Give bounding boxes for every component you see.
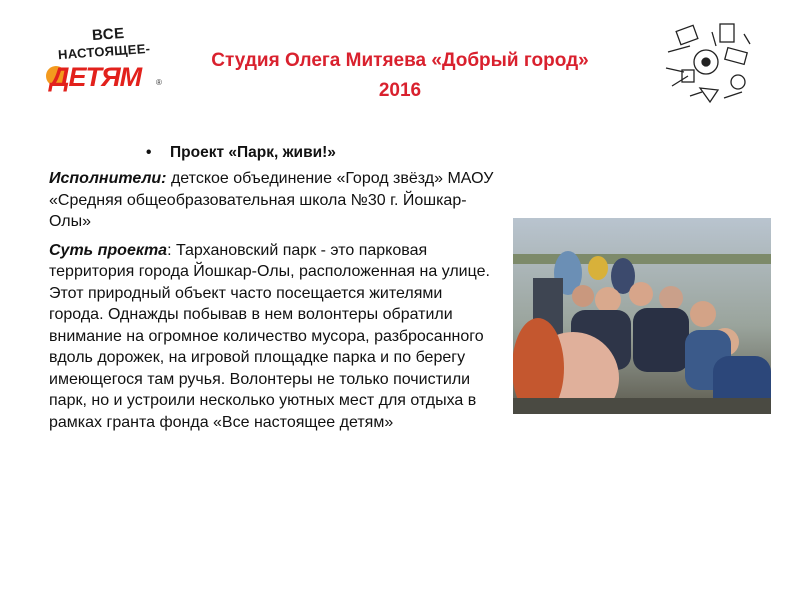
project-title: Проект «Парк, живи!» — [170, 144, 336, 161]
essence-paragraph — [49, 240, 494, 434]
school-supplies-doodle-icon — [660, 18, 756, 106]
performers-text: детское объединение «Город звёзд» МАОУ «Средняя общеобразовательная школа №30 г. Йошкар-Олы» — [49, 170, 494, 230]
logo-line-1: ВСЕ — [91, 24, 126, 45]
logo-line-3: ДЕТЯМ — [50, 62, 142, 92]
bullet-mark: • — [146, 144, 152, 161]
page-title — [160, 46, 640, 106]
essence-text: : Тархановский парк - это парковая территория города Йошкар-Олы, расположенная на улице. Этот природный объект часто посещается жителями города. Однажды побывав в нем волонтеры обратили внимание на огромное количество мусора, разбросанного вдоль дорожек, на игровой площадке парка и по берегу имеющегося там ручья. Волонтеры не только почистили парк, но и устроили несколько уютных мест для отдыха в рамках гранта фонда «Все настоящее детям» — [49, 241, 490, 431]
group-photo-icon — [513, 218, 771, 414]
essence-label: Суть проекта — [49, 241, 168, 259]
registered-mark: ® — [156, 78, 162, 87]
performers-paragraph — [49, 168, 494, 233]
project-heading — [146, 144, 336, 162]
performers-label: Исполнители: — [49, 170, 167, 187]
brand-logo — [44, 22, 166, 96]
title-line-2: 2016 — [378, 80, 422, 101]
title-line-1: Студия Олега Митяева «Добрый город» — [211, 50, 589, 71]
project-description — [49, 168, 494, 440]
logo-line-2: НАСТОЯЩЕЕ- — [57, 40, 151, 63]
